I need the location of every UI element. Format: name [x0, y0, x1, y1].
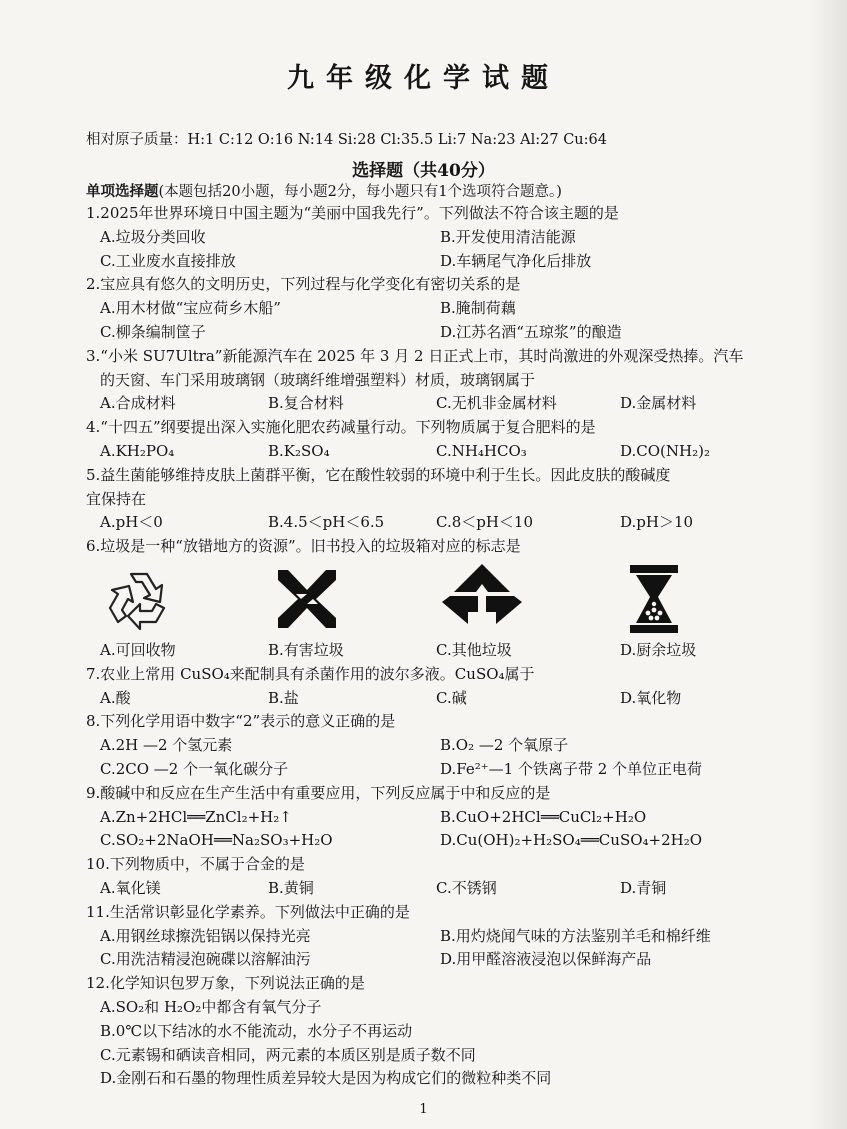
question-8-stem: 8.下列化学用语中数字“2”表示的意义正确的是 — [86, 712, 396, 731]
question-8-options — [86, 734, 786, 782]
option-c: C.不锈钢 — [436, 878, 497, 897]
question-6-stem: 6.垃圾是一种“放错地方的资源”。旧书投入的垃圾箱对应的标志是 — [86, 537, 521, 556]
option-d: D.Fe²⁺—1 个铁离子带 2 个单位正电荷 — [440, 759, 703, 778]
question-4-options — [86, 440, 786, 464]
option-d: D.青铜 — [620, 878, 667, 897]
option-b: B.O₂ —2 个氧原子 — [440, 736, 569, 755]
question-7-options — [86, 687, 786, 711]
question-10-options — [86, 877, 786, 901]
question-12-option-c: C.元素锡和硒读音相同，两元素的本质区别是质子数不同 — [100, 1045, 476, 1064]
recycle-icon — [104, 564, 174, 634]
question-7-stem: 7.农业上常用 CuSO₄来配制具有杀菌作用的波尔多液。CuSO₄属于 — [86, 664, 535, 683]
option-a: A.用木材做“宝应荷乡木船” — [100, 299, 281, 318]
option-d: D.Cu(OH)₂+H₂SO₄══CuSO₄+2H₂O — [440, 831, 703, 850]
question-3-stem: 3.“小米 SU7Ultra”新能源汽车在 2025 年 3 月 2 日正式上市，其时尚激进的外观深受热捧。汽车 — [86, 346, 744, 365]
question-11-stem: 11.生活常识彰显化学素养。下列做法中正确的是 — [86, 902, 410, 921]
option-b: B.CuO+2HCl══CuCl₂+H₂O — [440, 807, 647, 826]
option-a: A.Zn+2HCl══ZnCl₂+H₂↑ — [100, 807, 292, 826]
option-b: B.复合材料 — [268, 394, 344, 413]
option-d: D.氧化物 — [620, 688, 682, 707]
option-c: C.8＜pH＜10 — [436, 513, 534, 532]
option-c: C.NH₄HCO₃ — [436, 441, 527, 460]
option-c: C.无机非金属材料 — [436, 394, 557, 413]
option-c: C.工业废水直接排放 — [100, 251, 236, 270]
question-5-stem-continued: 宜保持在 — [86, 489, 147, 508]
question-list — [86, 202, 786, 1091]
option-c: C.碱 — [436, 688, 467, 707]
option-a: A.KH₂PO₄ — [100, 441, 175, 460]
option-a: A.垃圾分类回收 — [100, 227, 206, 246]
other-waste-icon — [440, 562, 524, 636]
instructions — [86, 180, 806, 201]
question-1-stem: 1.2025年世界环境日中国主题为“美丽中国我先行”。下列做法不符合该主题的是 — [86, 204, 619, 222]
option-a: A.用钢丝球擦洗铝锅以保持光亮 — [100, 926, 311, 945]
question-12-stem: 12.化学知识包罗万象，下列说法正确的是 — [86, 974, 365, 993]
option-b: B.盐 — [268, 688, 299, 707]
question-11-options — [86, 925, 786, 973]
question-10-stem: 10.下列物质中，不属于合金的是 — [86, 855, 305, 874]
option-b: B.黄铜 — [268, 878, 314, 897]
option-c: C.用洗洁精浸泡碗碟以溶解油污 — [100, 950, 311, 969]
option-d: D.车辆尾气净化后排放 — [440, 251, 592, 270]
option-b: B.开发使用清洁能源 — [440, 227, 576, 246]
option-c: C.其他垃圾 — [436, 640, 512, 659]
option-d: D.CO(NH₂)₂ — [620, 441, 710, 460]
scan-edge-shadow — [809, 0, 847, 1129]
option-d: D.pH＞10 — [620, 513, 694, 532]
option-c: C.2CO —2 个一氧化碳分子 — [100, 759, 289, 778]
question-4-stem: 4.“十四五”纲要提出深入实施化肥农药减量行动。下列物质属于复合肥料的是 — [86, 418, 596, 437]
question-1-options — [86, 226, 786, 274]
option-a: A.合成材料 — [100, 394, 176, 413]
page-number: 1 — [419, 1102, 428, 1117]
atomic-masses: 相对原子质量：H:1 C:12 O:16 N:14 Si:28 Cl:35.5 Li:7 Na:23 Al:27 Cu:64 — [86, 132, 607, 148]
option-b: B.腌制荷藕 — [440, 299, 516, 318]
question-6-options — [86, 639, 786, 663]
option-d: D.金属材料 — [620, 394, 697, 413]
option-b: B.4.5＜pH＜6.5 — [268, 513, 385, 532]
question-3-stem-continued: 的天窗、车门采用玻璃钢（玻璃纤维增强塑料）材质，玻璃钢属于 — [100, 370, 536, 389]
question-5-options — [86, 511, 786, 535]
option-a: A.氧化镁 — [100, 878, 161, 897]
question-9-stem: 9.酸碱中和反应在生产生活中有重要应用，下列反应属于中和反应的是 — [86, 783, 551, 802]
section-title: 选择题（共40分） — [352, 161, 495, 181]
option-c: C.柳条编制筐子 — [100, 322, 206, 341]
option-a: A.酸 — [100, 688, 131, 707]
question-12-option-d: D.金刚石和石墨的物理性质差异较大是因为构成它们的微粒种类不同 — [100, 1069, 552, 1088]
question-5-stem: 5.益生菌能够维持皮肤上菌群平衡，它在酸性较弱的环境中利于生长。因此皮肤的酸碱度 — [86, 465, 671, 484]
option-a: A.pH＜0 — [100, 513, 163, 532]
question-3-options — [86, 392, 786, 416]
kitchen-waste-icon — [624, 563, 684, 635]
instructions-rest: (本题包括20小题，每小题2分，每小题只有1个选项符合题意。) — [158, 184, 562, 200]
option-c: C.SO₂+2NaOH══Na₂SO₃+H₂O — [100, 831, 333, 850]
question-12-option-b: B.0℃以下结冰的水不能流动，水分子不再运动 — [100, 1021, 413, 1040]
option-b: B.用灼烧闻气味的方法鉴别羊毛和棉纤维 — [440, 926, 711, 945]
option-a: A.2H —2 个氢元素 — [100, 736, 233, 755]
option-b: B.K₂SO₄ — [268, 441, 330, 460]
option-d: D.用甲醛溶液浸泡以保鲜海产品 — [440, 950, 652, 969]
instructions-bold: 单项选择题 — [86, 183, 159, 200]
question-2-stem: 2.宝应具有悠久的文明历史，下列过程与化学变化有密切关系的是 — [86, 275, 521, 294]
question-2-options — [86, 297, 786, 345]
question-6-icons — [86, 559, 786, 639]
option-d: D.江苏名酒“五琼浆”的酿造 — [440, 322, 622, 341]
option-b: B.有害垃圾 — [268, 640, 344, 659]
page-title: 九年级化学试题 — [287, 63, 560, 94]
option-d: D.厨余垃圾 — [620, 640, 697, 659]
hazardous-waste-icon — [272, 564, 342, 634]
option-a: A.可回收物 — [100, 640, 176, 659]
question-9-options — [86, 806, 786, 854]
question-12-option-a: A.SO₂和 H₂O₂中都含有氧气分子 — [100, 997, 322, 1016]
